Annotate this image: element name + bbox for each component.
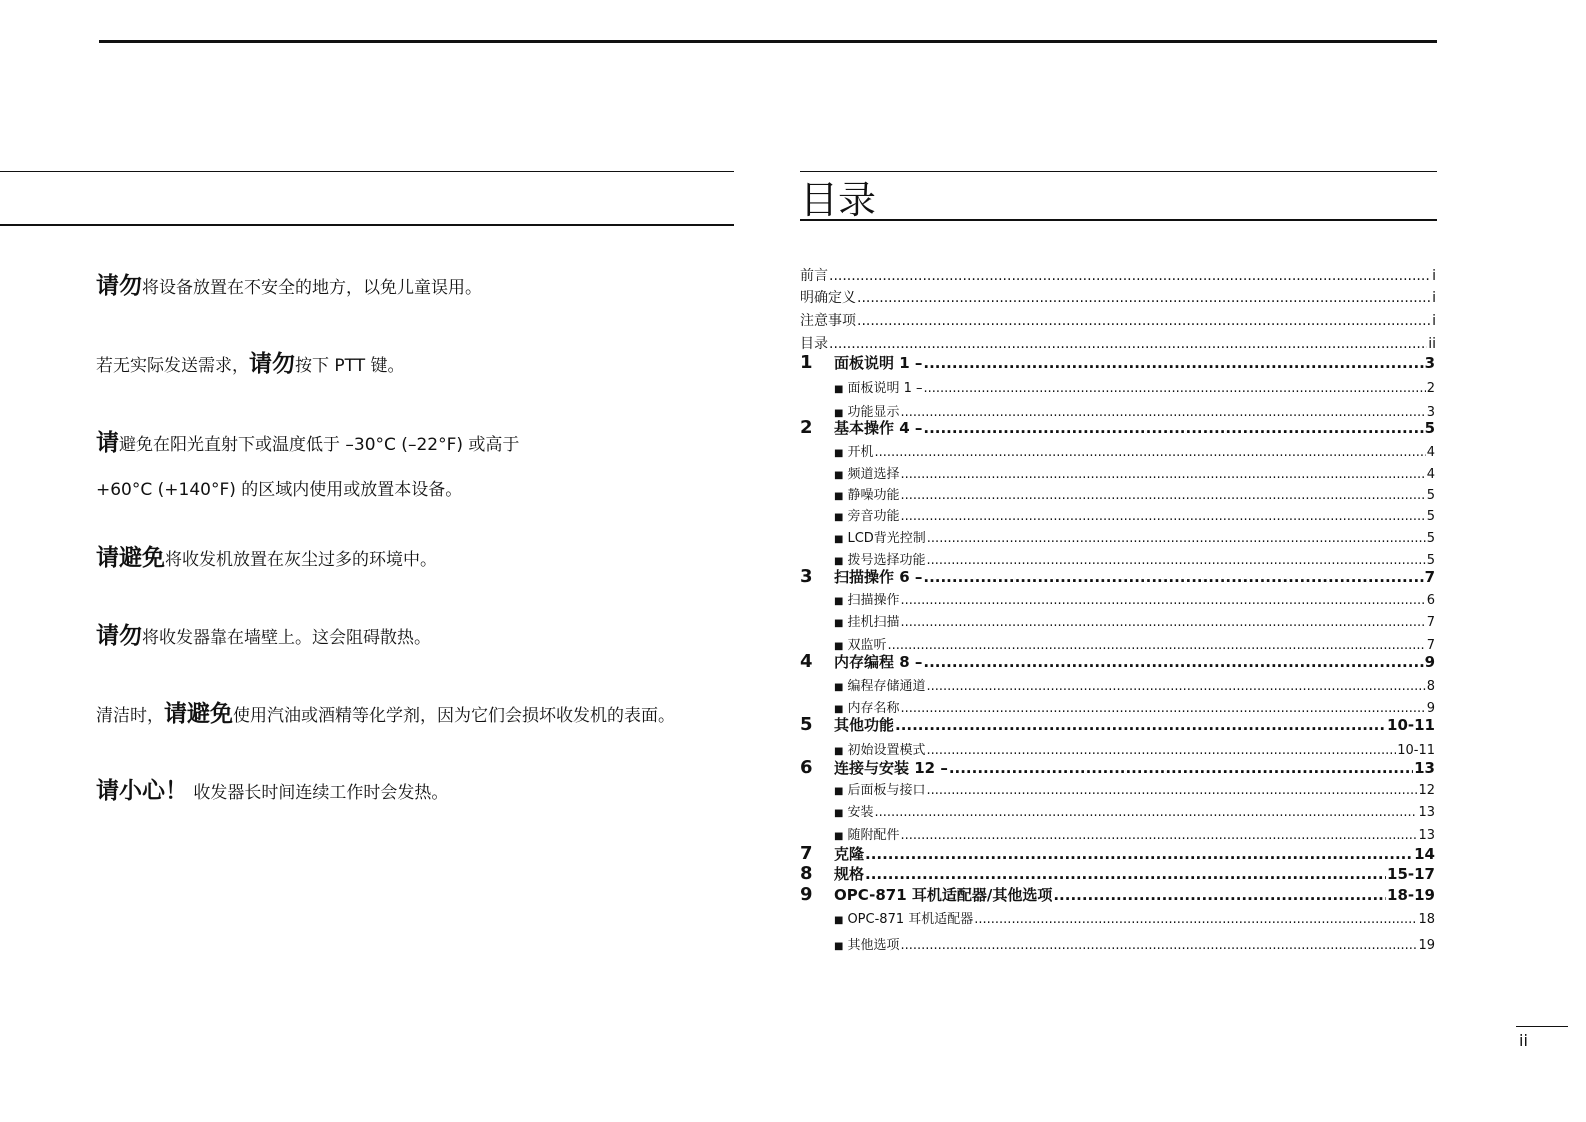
square-bullet-icon: ■	[834, 915, 844, 926]
toc-subentry[interactable]	[834, 739, 1435, 758]
toc-chapter[interactable]	[800, 651, 1435, 672]
left-header-rule-bottom	[0, 224, 734, 226]
caution-emphasis: 请勿	[96, 623, 142, 649]
toc-entry-page: 3	[1426, 405, 1435, 420]
toc-subentry[interactable]	[834, 824, 1435, 843]
toc-entry-label: 双监听	[847, 638, 887, 653]
toc-entry-page: ii	[1428, 336, 1436, 352]
caution-line	[96, 546, 437, 572]
toc-entry-page: 7	[1424, 568, 1435, 586]
square-bullet-icon: ■	[834, 786, 844, 797]
toc-chapter-number: 8	[800, 863, 813, 884]
leader-dots	[900, 938, 1417, 953]
toc-entry-label: 随附配件	[847, 828, 900, 843]
square-bullet-icon: ■	[834, 831, 844, 842]
toc-entry-label: 明确定义	[800, 290, 856, 306]
caution-line	[96, 702, 675, 728]
toc-entry-label: 开机	[847, 445, 874, 460]
leader-dots	[927, 531, 1426, 546]
toc-entry-label: 其他功能	[834, 716, 895, 734]
toc-subentry[interactable]	[834, 779, 1435, 798]
toc-subentry[interactable]	[834, 463, 1435, 482]
caution-line	[96, 431, 519, 457]
leader-dots	[829, 268, 1431, 284]
toc-entry-page: 5	[1426, 488, 1435, 503]
toc-chapter-number: 2	[800, 417, 813, 438]
toc-subentry[interactable]	[834, 934, 1435, 953]
leader-dots	[829, 336, 1427, 352]
caution-emphasis: 请避免	[164, 701, 233, 727]
leader-dots	[924, 381, 1426, 396]
toc-chapter-number: 9	[800, 884, 813, 905]
toc-entry-label: 注意事项	[800, 313, 856, 329]
toc-entry-page: 10-11	[1387, 716, 1435, 734]
caution-text: 将设备放置在不安全的地方，以免儿童误用。	[142, 278, 482, 298]
toc-entry-page: 2	[1426, 381, 1435, 396]
toc-entry-label: 安装	[847, 805, 874, 820]
toc-entry-label: 拨号选择功能	[847, 553, 926, 568]
caution-text: +60°C (+140°F) 的区域内使用或放置本设备。	[96, 480, 463, 500]
caution-text: 避免在阳光直射下或温度低于 –30°C (–22°F) 或高于	[119, 435, 520, 455]
toc-entry-page: 9	[1426, 701, 1435, 716]
caution-emphasis: 请勿	[249, 351, 295, 377]
leader-dots	[926, 743, 1396, 758]
leader-dots	[865, 865, 1386, 883]
page-number: ii	[1519, 1031, 1528, 1050]
square-bullet-icon: ■	[834, 808, 844, 819]
leader-dots	[926, 679, 1425, 694]
toc-chapter[interactable]	[800, 884, 1435, 905]
toc-chapter[interactable]	[800, 757, 1435, 778]
leader-dots	[900, 467, 1425, 482]
caution-pre: 清洁时，	[96, 706, 164, 726]
toc-entry-page: 7	[1426, 638, 1435, 653]
square-bullet-icon: ■	[834, 384, 844, 395]
leader-dots	[900, 828, 1417, 843]
caution-text: 按下 PTT 键。	[295, 356, 405, 376]
caution-line	[96, 274, 482, 300]
toc-subentry[interactable]	[834, 505, 1435, 524]
toc-entry[interactable]	[800, 287, 1436, 307]
square-bullet-icon: ■	[834, 704, 844, 715]
toc-chapter[interactable]	[800, 843, 1435, 864]
toc-entry-label: 扫描操作 6 –	[834, 568, 923, 586]
toc-subentry[interactable]	[834, 801, 1435, 820]
toc-chapter-number: 7	[800, 843, 813, 864]
toc-entry-label: 规格	[834, 865, 865, 883]
square-bullet-icon: ■	[834, 534, 844, 545]
toc-entry-page: 10-11	[1397, 743, 1435, 758]
leader-dots	[874, 445, 1425, 460]
square-bullet-icon: ■	[834, 682, 844, 693]
toc-entry-page: 12	[1418, 783, 1435, 798]
toc-entry-page: 15-17	[1387, 865, 1435, 883]
top-divider	[99, 40, 1437, 43]
caution-pre: 若无实际发送需求，	[96, 356, 249, 376]
leader-dots	[857, 313, 1431, 329]
toc-entry-page: i	[1432, 268, 1436, 284]
square-bullet-icon: ■	[834, 448, 844, 459]
page-number-rule	[1516, 1026, 1568, 1027]
toc-subentry[interactable]	[834, 527, 1435, 546]
caution-emphasis: 请小心！	[96, 778, 188, 804]
caution-text: 将收发器靠在墙壁上。这会阻碍散热。	[142, 628, 431, 648]
toc-entry-label: 连接与安装 12 –	[834, 759, 948, 777]
toc-entry-page: 5	[1426, 509, 1435, 524]
square-bullet-icon: ■	[834, 596, 844, 607]
toc-entry-page: 3	[1424, 354, 1435, 372]
toc-entry-page: 5	[1424, 419, 1435, 437]
toc-chapter-number: 4	[800, 651, 813, 672]
toc-entry-label: 克隆	[834, 845, 865, 863]
toc-entry[interactable]	[800, 333, 1436, 353]
toc-entry-label: 初始设置模式	[847, 743, 926, 758]
toc-entry-label: 目录	[800, 336, 828, 352]
caution-text: 收发器长时间连续工作时会发热。	[188, 783, 449, 803]
square-bullet-icon: ■	[834, 512, 844, 523]
leader-dots	[865, 845, 1413, 863]
leader-dots	[900, 615, 1425, 630]
toc-entry-label: 旁音功能	[847, 509, 900, 524]
toc-subentry[interactable]	[834, 675, 1435, 694]
toc-entry-label: OPC-871 耳机适配器	[847, 912, 974, 927]
leader-dots	[874, 805, 1417, 820]
square-bullet-icon: ■	[834, 746, 844, 757]
toc-entry-page: 18-19	[1387, 886, 1435, 904]
toc-chapter-number: 1	[800, 352, 813, 373]
toc-entry-page: 18	[1418, 912, 1435, 927]
toc-entry-label: 内存编程 8 –	[834, 653, 923, 671]
leader-dots	[926, 783, 1417, 798]
toc-title: 目录	[800, 178, 877, 222]
toc-chapter[interactable]	[800, 352, 1435, 373]
square-bullet-icon: ■	[834, 491, 844, 502]
caution-emphasis: 请避免	[96, 545, 165, 571]
square-bullet-icon: ■	[834, 556, 844, 567]
square-bullet-icon: ■	[834, 941, 844, 952]
toc-subentry[interactable]	[834, 611, 1435, 630]
toc-entry-label: 基本操作 4 –	[834, 419, 923, 437]
toc-header-rule-top	[800, 171, 1437, 172]
square-bullet-icon: ■	[834, 641, 844, 652]
toc-entry-label: 后面板与接口	[847, 783, 926, 798]
toc-header-rule-bottom	[800, 219, 1437, 221]
toc-entry-page: 5	[1426, 531, 1435, 546]
left-header-rule-top	[0, 171, 734, 172]
leader-dots	[974, 912, 1417, 927]
toc-chapter[interactable]	[800, 863, 1435, 884]
toc-chapter-number: 6	[800, 757, 813, 778]
toc-entry-label: 其他选项	[847, 938, 900, 953]
caution-text: 使用汽油或酒精等化学剂，因为它们会损坏收发机的表面。	[233, 706, 675, 726]
toc-entry-label: LCD背光控制	[847, 531, 926, 546]
toc-entry-page: 13	[1418, 805, 1435, 820]
caution-emphasis: 请勿	[96, 273, 142, 299]
toc-entry-label: 面板说明 1 –	[834, 354, 923, 372]
toc-entry-label: 频道选择	[847, 467, 900, 482]
square-bullet-icon: ■	[834, 408, 844, 419]
leader-dots	[923, 419, 1423, 437]
toc-entry[interactable]	[800, 265, 1436, 285]
caution-emphasis: 请	[96, 430, 119, 456]
toc-chapter-number: 3	[800, 566, 813, 587]
toc-subentry[interactable]	[834, 377, 1435, 396]
toc-entry[interactable]	[800, 310, 1436, 330]
toc-subentry[interactable]	[834, 441, 1435, 460]
toc-chapter-number: 5	[800, 714, 813, 735]
toc-entry-page: i	[1432, 313, 1436, 329]
caution-line	[96, 624, 431, 650]
toc-entry-page: 6	[1426, 593, 1435, 608]
toc-entry-page: 13	[1418, 828, 1435, 843]
caution-text: 将收发机放置在灰尘过多的环境中。	[165, 550, 437, 570]
toc-entry-label: 挂机扫描	[847, 615, 900, 630]
toc-subentry[interactable]	[834, 589, 1435, 608]
square-bullet-icon: ■	[834, 618, 844, 629]
leader-dots	[895, 716, 1386, 734]
toc-entry-page: 5	[1426, 553, 1435, 568]
toc-entry-page: 14	[1414, 845, 1435, 863]
toc-entry-page: i	[1432, 290, 1436, 306]
toc-entry-label: 前言	[800, 268, 828, 284]
toc-chapter[interactable]	[800, 417, 1435, 438]
leader-dots	[857, 290, 1431, 306]
toc-entry-page: 9	[1424, 653, 1435, 671]
leader-dots	[1053, 886, 1386, 904]
leader-dots	[923, 653, 1423, 671]
square-bullet-icon: ■	[834, 470, 844, 481]
toc-chapter[interactable]	[800, 714, 1435, 735]
toc-entry-page: 8	[1426, 679, 1435, 694]
toc-entry-label: OPC-871 耳机适配器/其他选项	[834, 886, 1053, 904]
leader-dots	[900, 593, 1425, 608]
toc-entry-label: 静噪功能	[847, 488, 900, 503]
leader-dots	[900, 488, 1425, 503]
toc-chapter[interactable]	[800, 566, 1435, 587]
toc-entry-label: 内存名称	[847, 701, 900, 716]
toc-entry-page: 4	[1426, 467, 1435, 482]
leader-dots	[949, 759, 1413, 777]
toc-subentry[interactable]	[834, 484, 1435, 503]
toc-subentry[interactable]	[834, 908, 1435, 927]
toc-entry-page: 19	[1418, 938, 1435, 953]
toc-entry-label: 功能显示	[847, 405, 900, 420]
caution-line	[96, 352, 405, 378]
toc-entry-label: 扫描操作	[847, 593, 900, 608]
toc-entry-page: 13	[1414, 759, 1435, 777]
toc-entry-page: 4	[1426, 445, 1435, 460]
toc-entry-page: 7	[1426, 615, 1435, 630]
toc-entry-label: 编程存储通道	[847, 679, 926, 694]
leader-dots	[923, 568, 1423, 586]
toc-entry-label: 面板说明 1 –	[847, 381, 923, 396]
caution-line	[96, 476, 462, 502]
leader-dots	[923, 354, 1423, 372]
leader-dots	[900, 509, 1425, 524]
caution-line	[96, 779, 448, 805]
